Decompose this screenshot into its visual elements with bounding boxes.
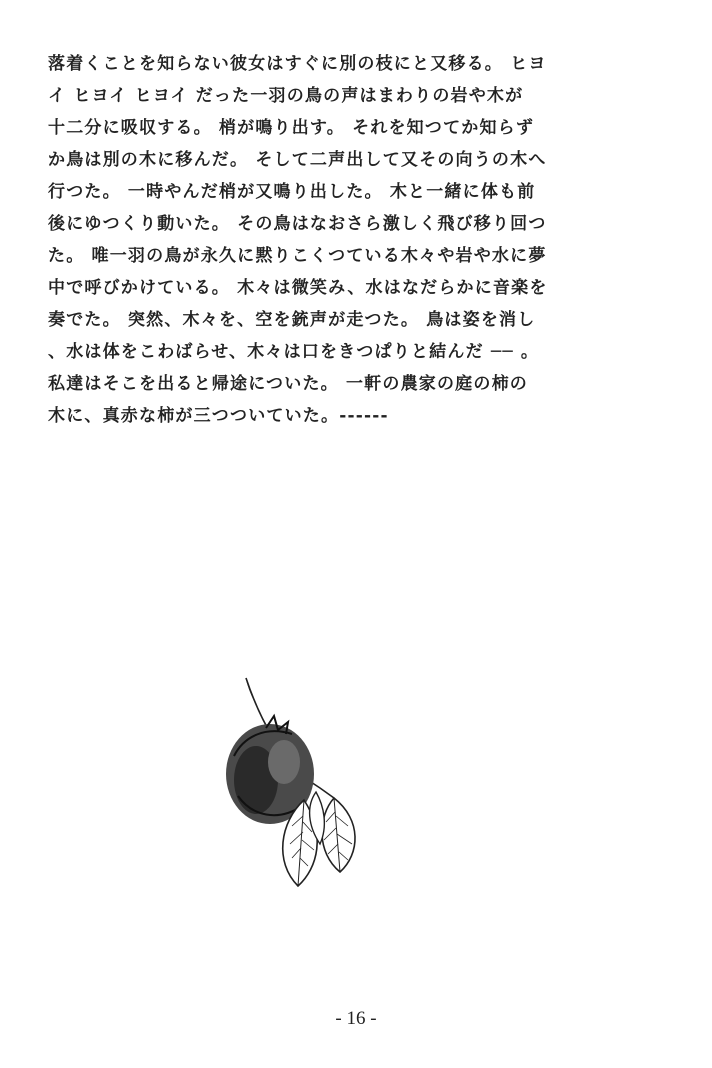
text-line: か鳥は別の木に移んだ。 そして二声出して又その向うの木へ <box>48 150 547 170</box>
text-line: 中で呼びかけている。 木々は微笑み、水はなだらかに音楽を <box>48 278 548 298</box>
text-line: イ ヒヨイ ヒヨイ だった一羽の鳥の声はまわりの岩や木が <box>48 86 524 106</box>
text-line: た。 唯一羽の鳥が永久に黙りこくつている木々や岩や水に夢 <box>48 246 547 266</box>
text-line: 後にゆつくり動いた。 その鳥はなおさら激しく飛び移り回つ <box>48 214 547 234</box>
persimmon-illustration <box>208 676 388 896</box>
text-line: 落着くことを知らない彼女はすぐに別の枝にと又移る。 ヒヨ <box>48 54 547 74</box>
text-line: 奏でた。 突然、木々を、空を銃声が走つた。 鳥は姿を消し <box>48 310 536 330</box>
text-line: 私達はそこを出ると帰途についた。 一軒の農家の庭の柿の <box>48 374 528 394</box>
text-line: 行つた。 一時やんだ梢が又鳴り出した。 木と一緒に体も前 <box>48 182 536 202</box>
body-text <box>48 48 672 432</box>
page-number: - 16 - <box>335 1008 377 1029</box>
text-line: 十二分に吸収する。 梢が鳴り出す。 それを知つてか知らず <box>48 118 535 138</box>
text-line: 木に、真赤な柿が三つついていた。------ <box>48 406 389 426</box>
text-line: 、水は体をこわばらせ、木々は口をきつぱりと結んだ ── 。 <box>48 342 540 362</box>
